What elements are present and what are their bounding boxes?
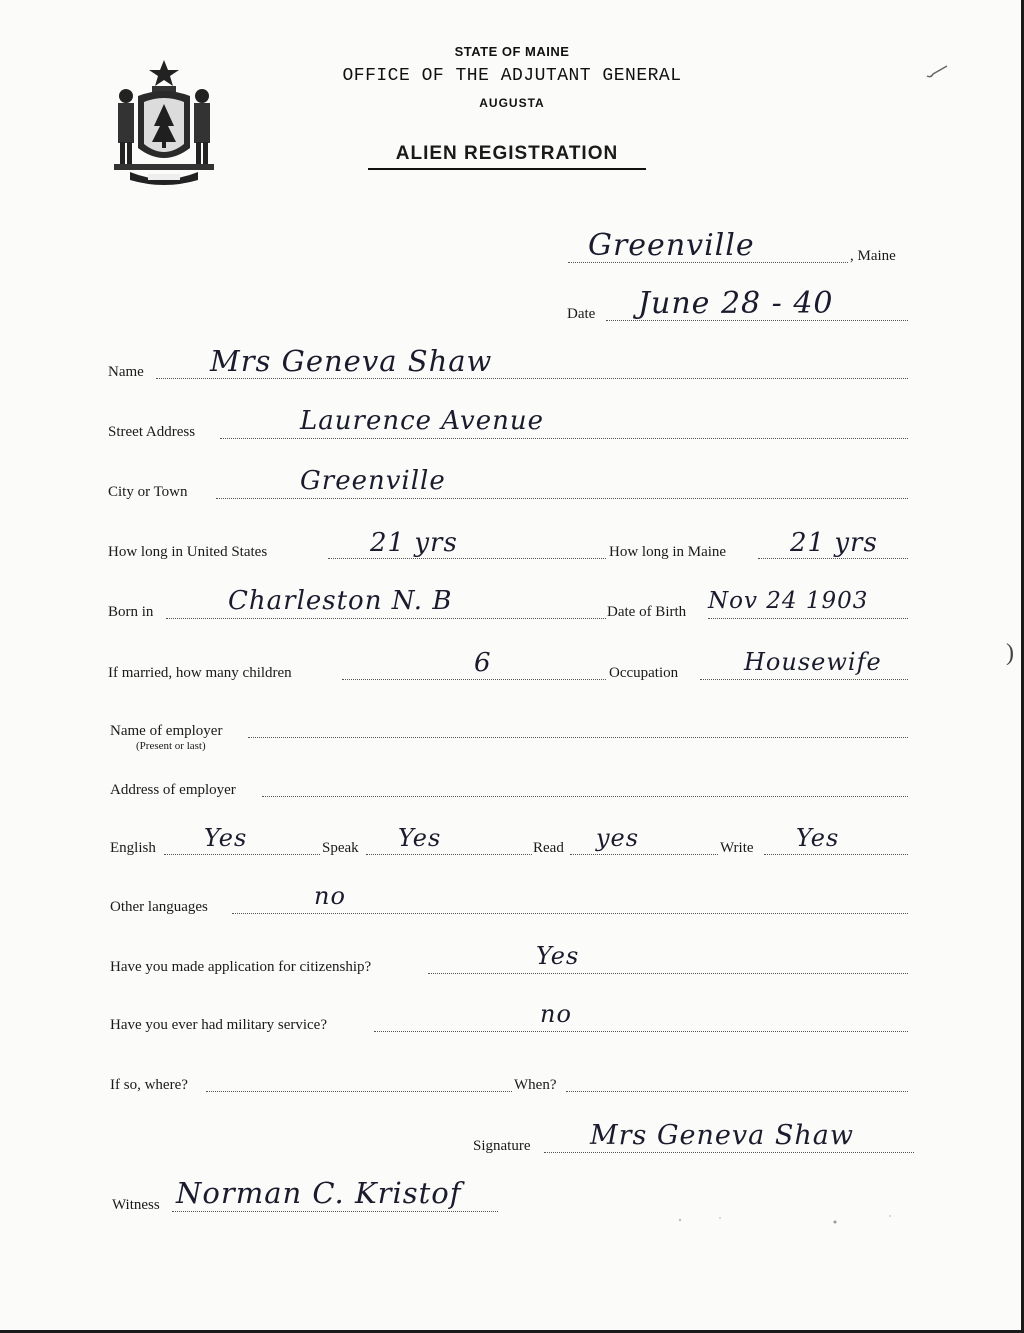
speak-entry: Yes: [398, 824, 442, 852]
maine-years-entry: 21 yrs: [790, 528, 878, 558]
city-label: City or Town: [108, 484, 188, 500]
children-entry: 6: [474, 648, 492, 678]
signature-line: [544, 1152, 914, 1153]
other-languages-entry: no: [314, 882, 346, 910]
employer-label: Name of employer: [110, 723, 223, 739]
military-entry: no: [540, 1000, 572, 1028]
other-languages-label: Other languages: [110, 899, 208, 915]
born-label: Born in: [108, 604, 154, 620]
occupation-label: Occupation: [609, 665, 679, 681]
us-years-entry: 21 yrs: [370, 528, 458, 558]
born-line: [166, 618, 606, 619]
state-heading: STATE OF MAINE: [454, 44, 570, 59]
military-label: Have you ever had military service?: [110, 1017, 327, 1033]
maine-years-line: [758, 558, 908, 559]
signature-entry: Mrs Geneva Shaw: [590, 1120, 854, 1151]
witness-label: Witness: [112, 1197, 160, 1213]
street-entry: Laurence Avenue: [300, 406, 544, 436]
maine-years-label: How long in Maine: [609, 544, 727, 560]
employer-line: [248, 737, 908, 738]
english-line: [164, 854, 320, 855]
name-label: Name: [108, 364, 144, 380]
maine-label: , Maine: [850, 248, 896, 264]
read-entry: yes: [596, 824, 640, 852]
street-line: [220, 438, 908, 439]
where-label: If so, where?: [110, 1077, 188, 1093]
citizenship-label: Have you made application for citizenship?: [110, 959, 372, 975]
when-label: When?: [514, 1077, 557, 1093]
write-entry: Yes: [796, 824, 840, 852]
citizenship-entry: Yes: [536, 942, 580, 970]
dob-line: [708, 618, 908, 619]
city-line: [216, 498, 908, 499]
occupation-entry: Housewife: [744, 648, 882, 676]
speak-line: [366, 854, 532, 855]
english-entry: Yes: [204, 824, 248, 852]
street-label: Street Address: [108, 424, 196, 440]
scan-artifact: [660, 1210, 910, 1230]
employer-address-label: Address of employer: [110, 782, 236, 798]
speak-label: Speak: [322, 840, 359, 856]
margin-mark: ): [1006, 640, 1014, 666]
form-title: ALIEN REGISTRATION: [368, 143, 646, 170]
name-line: [156, 378, 908, 379]
signature-label: Signature: [473, 1138, 531, 1154]
city-heading: AUGUSTA: [479, 96, 545, 110]
born-entry: Charleston N. B: [228, 586, 453, 616]
english-label: English: [110, 840, 156, 856]
employer-sublabel: (Present or last): [136, 740, 206, 752]
military-line: [374, 1031, 908, 1032]
read-label: Read: [533, 840, 564, 856]
children-label: If married, how many children: [108, 665, 292, 681]
date-label: Date: [567, 306, 596, 322]
us-years-line: [328, 558, 606, 559]
read-line: [570, 854, 718, 855]
date-entry: June 28 - 40: [638, 286, 834, 321]
write-line: [764, 854, 908, 855]
write-label: Write: [720, 840, 754, 856]
office-heading: OFFICE OF THE ADJUTANT GENERAL: [342, 66, 682, 86]
witness-entry: Norman C. Kristof: [176, 1176, 462, 1210]
when-line: [566, 1091, 908, 1092]
witness-line: [172, 1211, 498, 1212]
occupation-line: [700, 679, 908, 680]
city-entry: Greenville: [300, 466, 446, 496]
dob-entry: Nov 24 1903: [708, 588, 869, 614]
town-entry: Greenville: [588, 228, 755, 263]
name-entry: Mrs Geneva Shaw: [210, 344, 493, 378]
dob-label: Date of Birth: [607, 604, 687, 620]
children-line: [342, 679, 606, 680]
citizenship-line: [428, 973, 908, 974]
us-years-label: How long in United States: [108, 544, 268, 560]
where-line: [206, 1091, 512, 1092]
employer-address-line: [262, 796, 908, 797]
other-languages-line: [232, 913, 908, 914]
